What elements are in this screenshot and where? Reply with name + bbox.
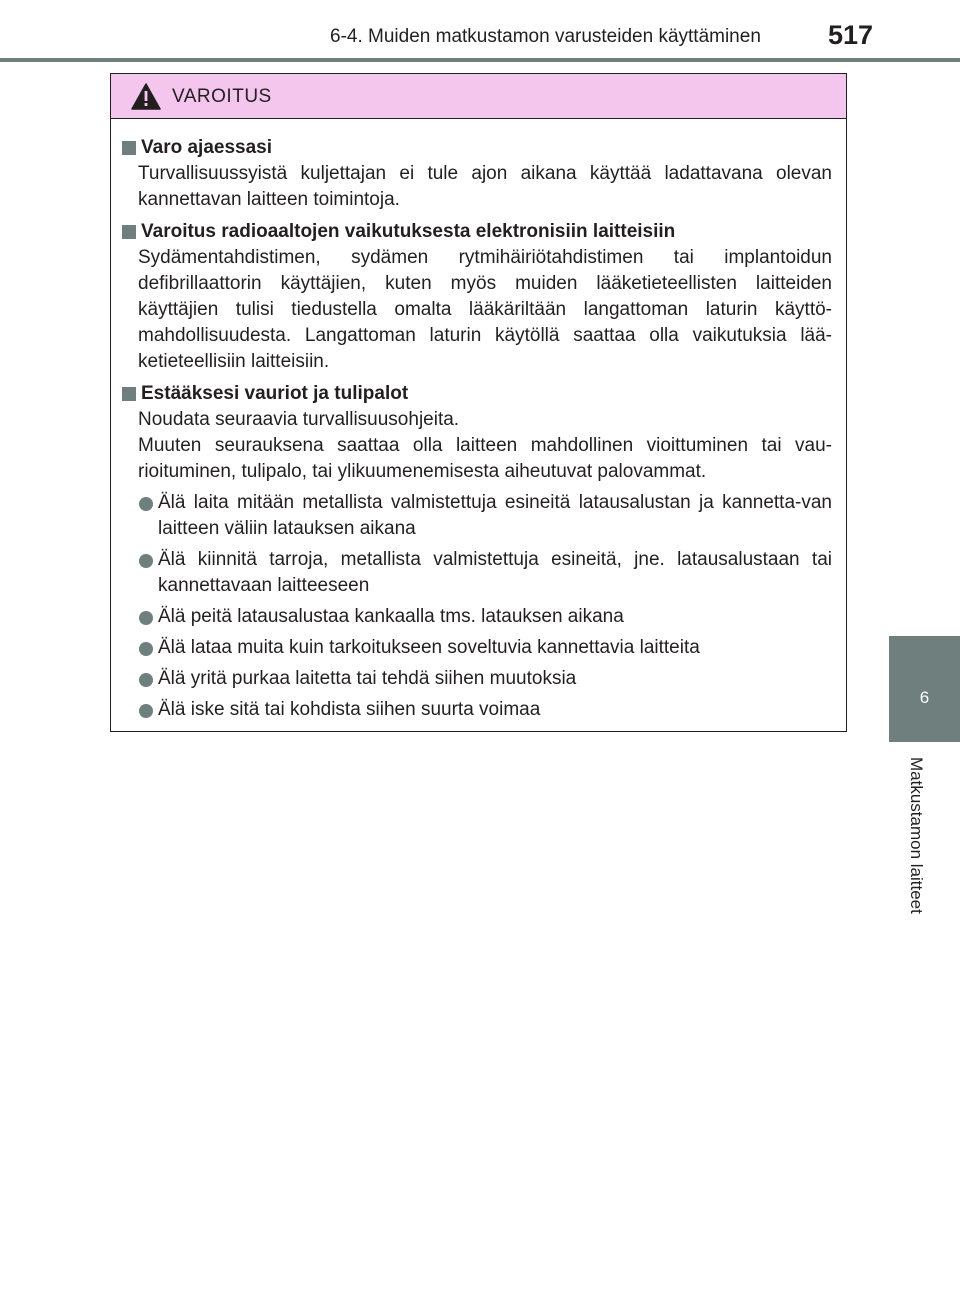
- section-title-text: Varoitus radioaaltojen vaikutuksesta elektronisiin laitteisiin: [141, 221, 676, 242]
- section-title: [118, 135, 832, 161]
- chapter-tab: [889, 636, 960, 742]
- header-section-title: 6-4. Muiden matkustamon varusteiden käyttäminen: [330, 26, 761, 47]
- chapter-label: Matkustamon laitteet: [907, 757, 926, 914]
- section-title: [118, 381, 832, 407]
- square-bullet-icon: [122, 387, 136, 401]
- warning-header: [111, 74, 846, 119]
- list-item: [118, 666, 832, 692]
- list-item: [118, 697, 832, 723]
- warning-section-damage-fire: [118, 381, 832, 723]
- section-text: Sydämentahdistimen, sydämen rytmihäiriötahdistimen tai implantoidun defibrillaattorin käyttäjien, kuten myös muiden lääketieteellisten laitteiden käyttäjien tulisi tiedustella omalta lääkäriltään langattoman laturin käyttö-mahdollisuudesta. Langattoman laturin käytöllä saattaa olla vaikutuksia lää-ketieteellisiin laitteisiin.: [138, 247, 832, 372]
- header-divider: [0, 58, 960, 62]
- warning-box: [110, 73, 847, 732]
- list-item: [118, 635, 832, 661]
- warning-triangle-icon: [131, 83, 161, 110]
- warning-section-radio-waves: [118, 219, 832, 375]
- square-bullet-icon: [122, 225, 136, 239]
- list-item-text: Älä kiinnitä tarroja, metallista valmistettuja esineitä, jne. latausalustaan tai kannettavaan laitteeseen: [158, 549, 832, 596]
- section-title: [118, 219, 832, 245]
- section-text: Turvallisuussyistä kuljettajan ei tule ajon aikana käyttää ladattavana olevan kannettavan laitteen toimintoja.: [138, 163, 832, 210]
- round-bullet-icon: [139, 673, 153, 687]
- list-item-text: Älä lataa muita kuin tarkoitukseen soveltuvia kannettavia laitteita: [158, 637, 700, 658]
- section-title-text: Varo ajaessasi: [141, 137, 272, 158]
- list-item-text: Älä iske sitä tai kohdista siihen suurta voimaa: [158, 699, 541, 720]
- page-number: 517: [828, 20, 874, 50]
- list-item-text: Älä yritä purkaa laitetta tai tehdä siihen muutoksia: [158, 668, 577, 689]
- list-item: [118, 547, 832, 599]
- warning-section-driving: [118, 135, 832, 213]
- section-text: Noudata seuraavia turvallisuusohjeita.: [138, 409, 460, 430]
- square-bullet-icon: [122, 141, 136, 155]
- round-bullet-icon: [139, 554, 153, 568]
- list-item: [118, 490, 832, 542]
- list-item-text: Älä peitä latausalustaa kankaalla tms. latauksen aikana: [158, 606, 624, 627]
- chapter-number: 6: [919, 688, 930, 707]
- list-item: [118, 604, 832, 630]
- list-item-text: Älä laita mitään metallista valmistettuja esineitä latausalustan ja kannetta-van laitteen väliin latauksen aikana: [158, 492, 832, 539]
- warning-content: [111, 120, 846, 729]
- warning-label: VAROITUS: [172, 86, 272, 107]
- section-title-text: Estääksesi vauriot ja tulipalot: [141, 383, 409, 404]
- round-bullet-icon: [139, 704, 153, 718]
- section-text-2: Muuten seurauksena saattaa olla laitteen mahdollinen vioittuminen tai vau-rioituminen, tulipalo, tai ylikuumenemisesta aiheutuvat palovammat.: [138, 435, 832, 482]
- round-bullet-icon: [139, 497, 153, 511]
- round-bullet-icon: [139, 611, 153, 625]
- round-bullet-icon: [139, 642, 153, 656]
